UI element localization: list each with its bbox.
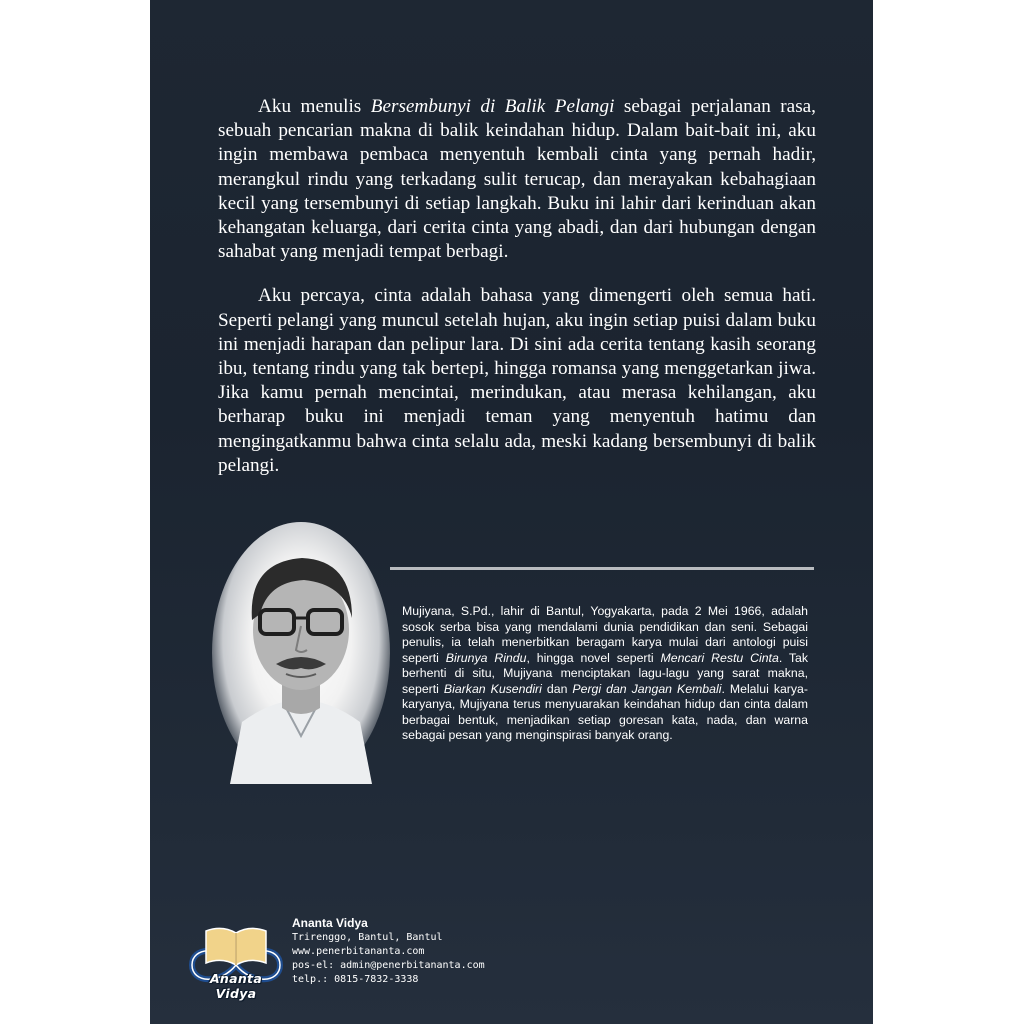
blurb-paragraph-1	[218, 95, 816, 264]
publisher-block	[184, 915, 514, 1001]
publisher-email: pos-el: admin@penerbitananta.com	[292, 960, 485, 971]
publisher-info	[292, 915, 485, 987]
logo-wordmark: Ananta Vidya	[209, 971, 263, 1001]
bio-part-2: , hingga novel seperti	[526, 650, 661, 665]
author-portrait-icon	[212, 522, 390, 784]
divider-line	[390, 567, 814, 570]
bio-part-1: Mujiyana, S.Pd., lahir di Bantul, Yogyakarta, pada 2 Mei 1966, adalah sosok serba bisa yang mendalami dunia pendidikan dan seni. Sebagai penulis, ia telah menerbitkan beragam karya mulai dari antologi puisi seperti	[402, 604, 808, 665]
bio-part-3: . Tak berhenti di situ, Mujiyana menciptakan lagu-lagu yang sarat makna, seperti	[402, 650, 808, 696]
publisher-phone: telp.: 0815-7832-3338	[292, 974, 419, 985]
blurb	[218, 95, 816, 498]
author-photo	[212, 522, 390, 784]
publisher-name: Ananta Vidya	[292, 916, 368, 930]
bio-title-3: Biarkan Kusendiri	[443, 681, 542, 696]
book-title: Bersembunyi di Balik Pelangi	[370, 96, 615, 117]
bio-part-4: dan	[541, 681, 573, 696]
blurb-p1-before: Aku menulis	[258, 96, 371, 117]
author-bio	[402, 604, 808, 744]
bio-title-1: Birunya Rindu	[445, 650, 527, 665]
publisher-logo	[184, 919, 288, 1001]
bio-part-5: . Melalui karya-karyanya, Mujiyana terus menyuarakan keindahan hidup dan cinta dalam berbagai bentuk, menjadikan setiap goresan kata, nada, dan warna sebagai pesan yang menginspirasi banyak orang.	[402, 681, 808, 742]
bio-title-4: Pergi dan Jangan Kembali	[572, 681, 722, 696]
publisher-website: www.penerbitananta.com	[292, 946, 425, 957]
blurb-paragraph-2: Aku percaya, cinta adalah bahasa yang dimengerti oleh semua hati. Seperti pelangi yang muncul setelah hujan, aku ingin setiap puisi dalam buku ini menjadi harapan dan pelipur lara. Di sini ada cerita tentang kasih seorang ibu, tentang rindu yang tak bertepi, hingga romansa yang menggetarkan jiwa. Jika kamu pernah mencintai, merindukan, atau merasa kehilangan, aku berharap buku ini menjadi teman yang menyentuh hatimu dan mengingatkanmu bahwa cinta selalu ada, meski kadang bersembunyi di balik pelangi.	[218, 285, 816, 476]
back-cover	[150, 0, 873, 1024]
bio-title-2: Mencari Restu Cinta	[660, 650, 779, 665]
publisher-address: Trirenggo, Bantul, Bantul	[292, 932, 443, 943]
blurb-p1-after: sebagai perjalanan rasa, sebuah pencarian makna di balik keindahan hidup. Dalam bait-bait ini, aku ingin membawa pembaca menyentuh kembali cinta yang pernah hadir, merangkul rindu yang terkadang sulit terucap, dan merayakan kebahagiaan kecil yang tersembunyi di setiap langkah. Buku ini lahir dari kerinduan akan kehangatan keluarga, dari cerita cinta yang abadi, dan dari hubungan dengan sahabat yang menjadi tempat berbagi.	[218, 96, 816, 263]
